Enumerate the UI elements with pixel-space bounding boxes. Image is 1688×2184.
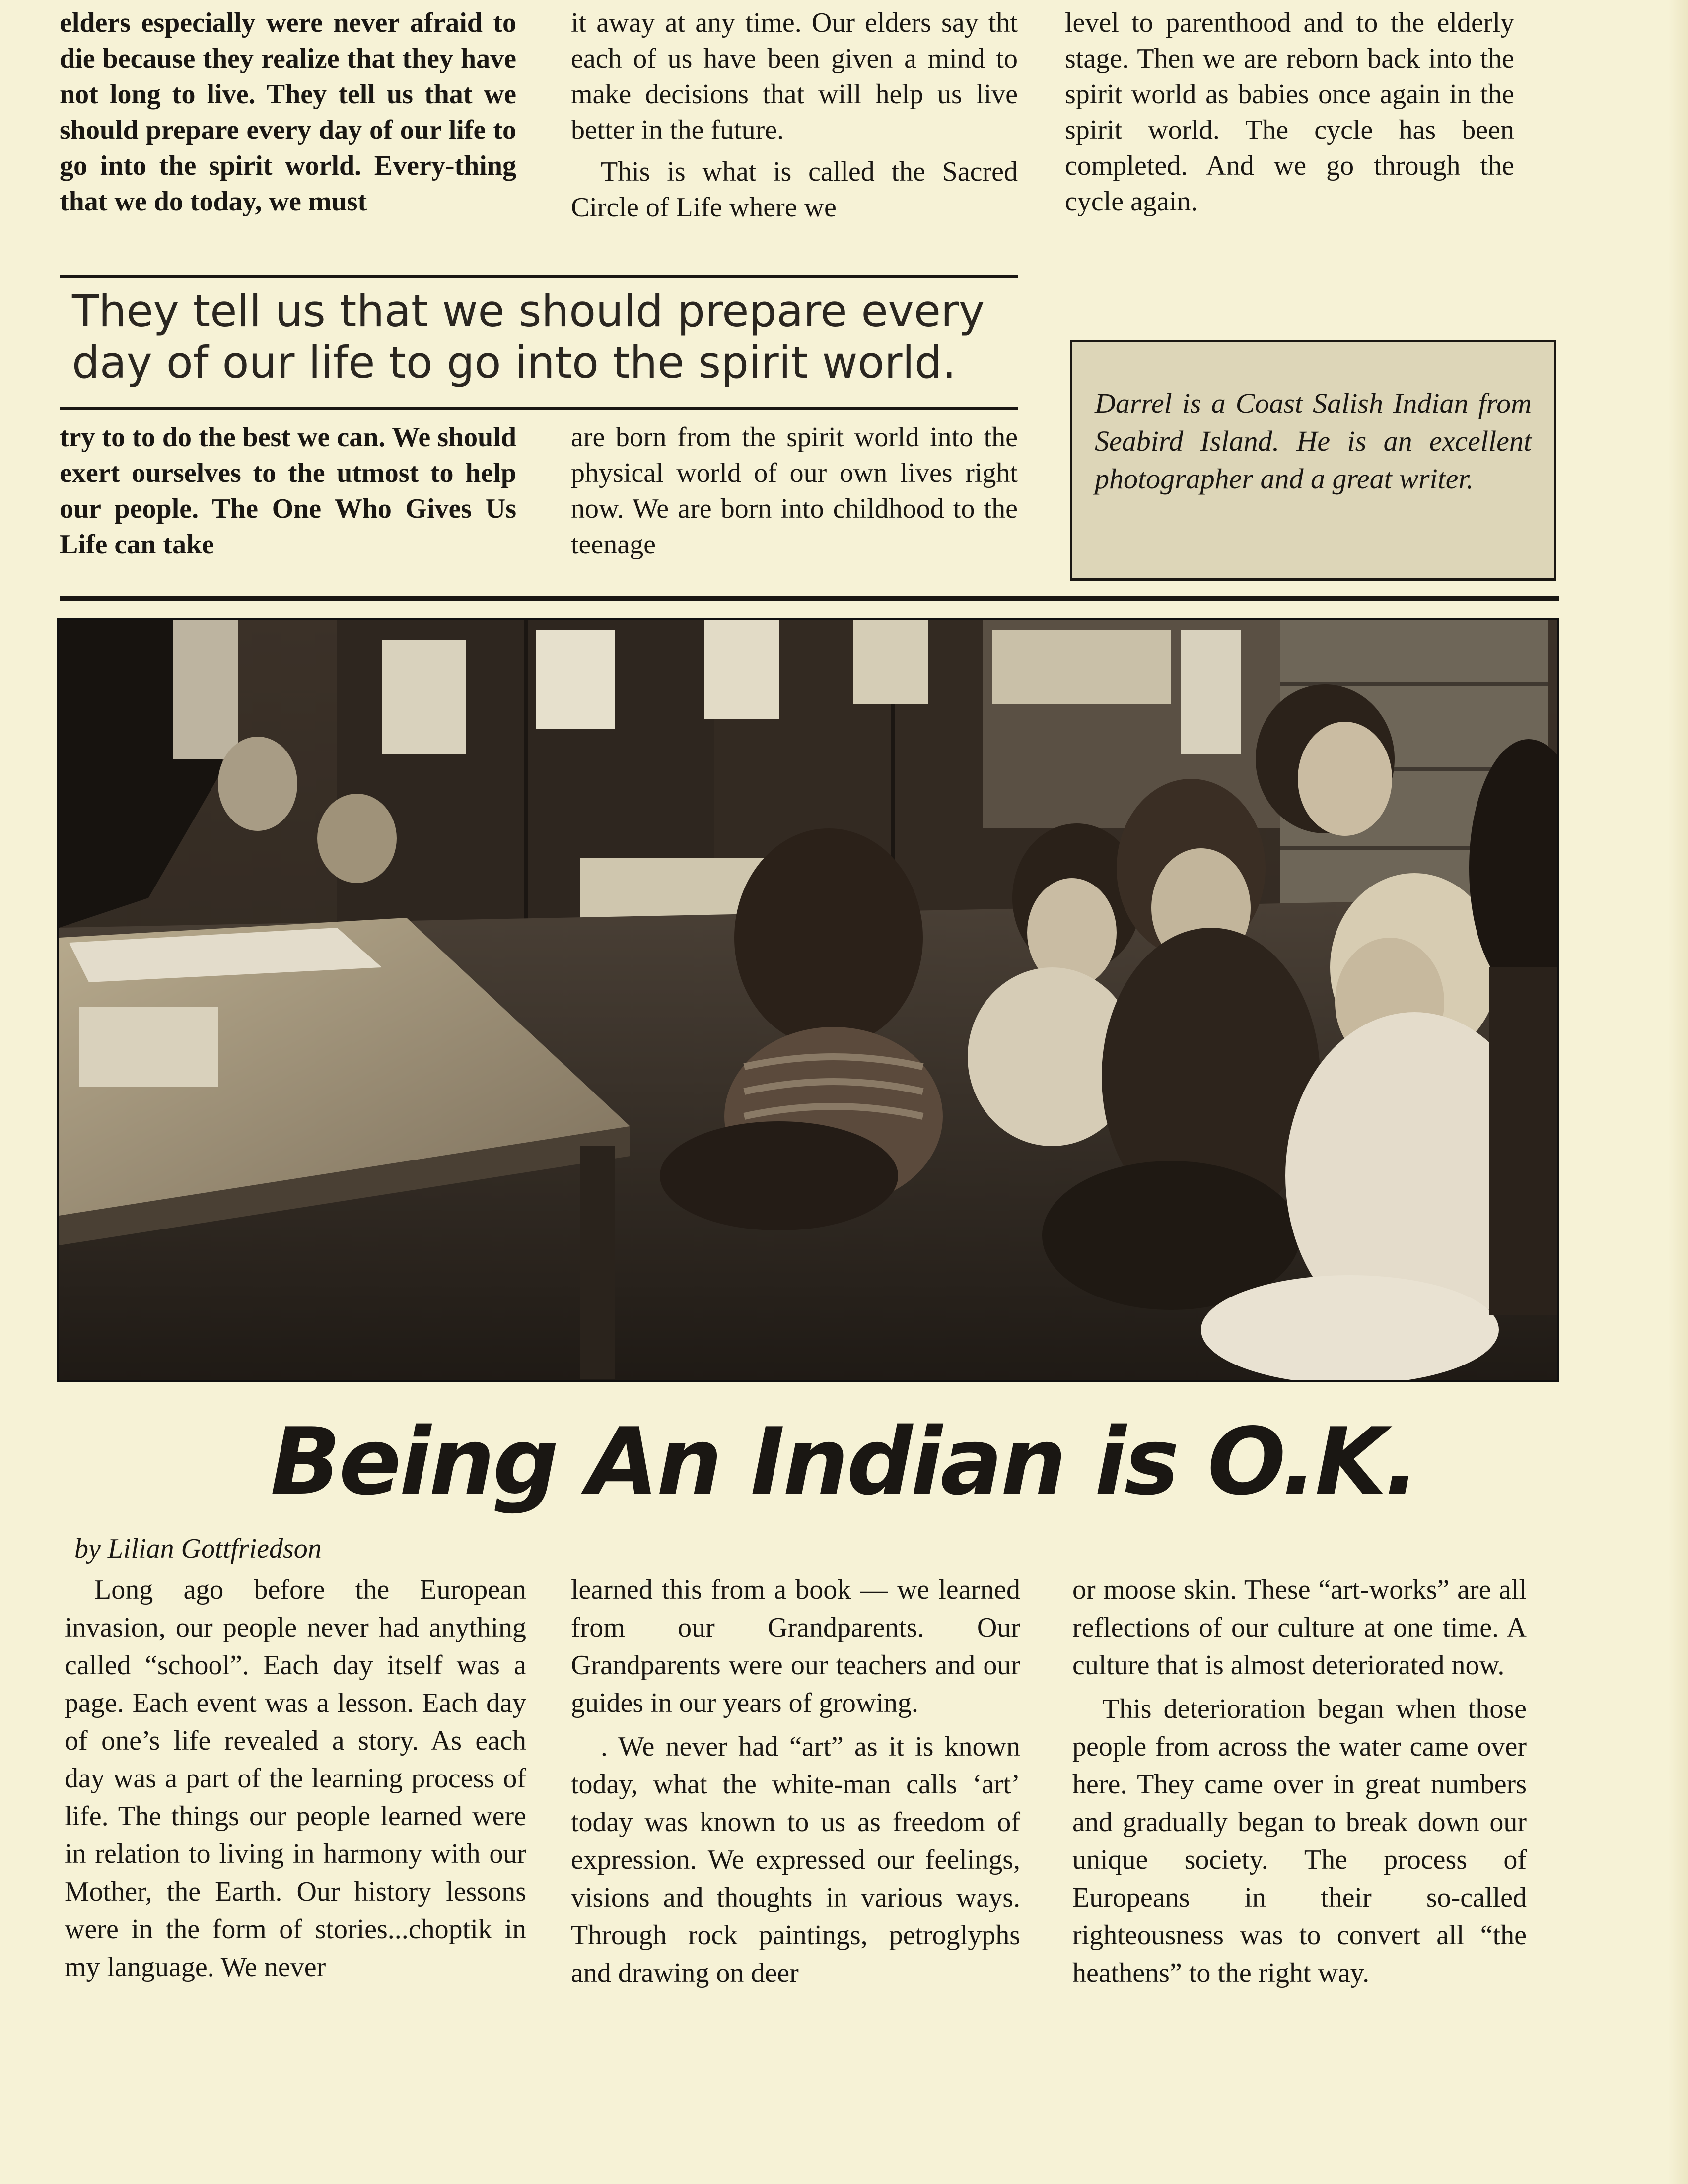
paragraph: Long ago before the European invasion, our people never had anything called “school”. Each day itself was a page. Each event was a lesson. Each day of one’s life revealed a story. As each day was a part of the learning process of life. The things our people learned were in relation to living in harmony with our Mother, the Earth. Our history lessons were in the form of stories...choptik in my language. We never <box>65 1574 526 1982</box>
pull-quote-top-rule <box>60 275 1018 278</box>
paragraph: . We never had “art” as it is known today, what the white-man calls ‘art’ today was known to us as freedom of expression. We expressed our feelings, visions and thoughts in various ways. Through rock paintings, petroglyphs and drawing on deer <box>571 1731 1020 1988</box>
paragraph: or moose skin. These “art-works” are all reflections of our culture at one time. A culture that is almost deteriorated now. <box>1072 1574 1527 1681</box>
author-bio-text: Darrel is a Coast Salish Indian from Seabird Island. He is an excellent photographer and a great writer. <box>1095 387 1532 495</box>
article-headline: Being An Indian is O.K. <box>270 1408 1418 1515</box>
paragraph: elders especially were never afraid to die because they realize that they have not long to live. They tell us that we should prepare every day of our life to go into the spirit world. Every-thing that we do today, we must <box>60 7 516 217</box>
pull-quote-bottom-rule <box>60 407 1018 410</box>
pull-quote: They tell us that we should prepare every day of our life to go into the spirit world. <box>72 285 985 388</box>
paragraph: level to parenthood and to the elderly stage. Then we are reborn back into the spirit world as babies once again in the spirit world. The cycle has been completed. And we go through the cycle again. <box>1065 7 1514 217</box>
author-bio-box <box>1070 340 1556 581</box>
article-byline: by Lilian Gottfriedson <box>74 1533 322 1564</box>
top-column-1 <box>60 5 516 219</box>
paragraph: This is what is called the Sacred Circle of Life where we <box>571 156 1018 223</box>
article-column-2 <box>571 1571 1020 1992</box>
paragraph: learned this from a book — we learned from our Grandparents. Our Grandparents were our teachers and our guides in our years of growing. <box>571 1574 1020 1718</box>
paragraph: it away at any time. Our elders say tht each of us have been given a mind to make decisions that will help us live better in the future. <box>571 7 1018 145</box>
article-column-1 <box>65 1571 526 1986</box>
classroom-photo-illustration <box>59 620 1557 1380</box>
top-column-2 <box>571 5 1018 225</box>
top-column-3 <box>1065 5 1514 219</box>
middle-column-1 <box>60 419 516 562</box>
section-divider-rule <box>60 596 1559 601</box>
middle-column-2 <box>571 419 1018 562</box>
classroom-photo <box>57 618 1559 1382</box>
article-column-3 <box>1072 1571 1527 1992</box>
paragraph: are born from the spirit world into the physical world of our own lives right now. We are born into childhood to the teenage <box>571 422 1018 560</box>
paragraph: This deterioration began when those people from across the water came over here. They came over in great numbers and gradually began to break down our unique society. The process of Europeans in their so-called righteousness was to convert all “the heathens” to the right way. <box>1072 1694 1527 1988</box>
page-edge <box>1668 0 1688 2184</box>
paragraph: try to to do the best we can. We should exert ourselves to the utmost to help our people. The One Who Gives Us Life can take <box>60 422 516 560</box>
